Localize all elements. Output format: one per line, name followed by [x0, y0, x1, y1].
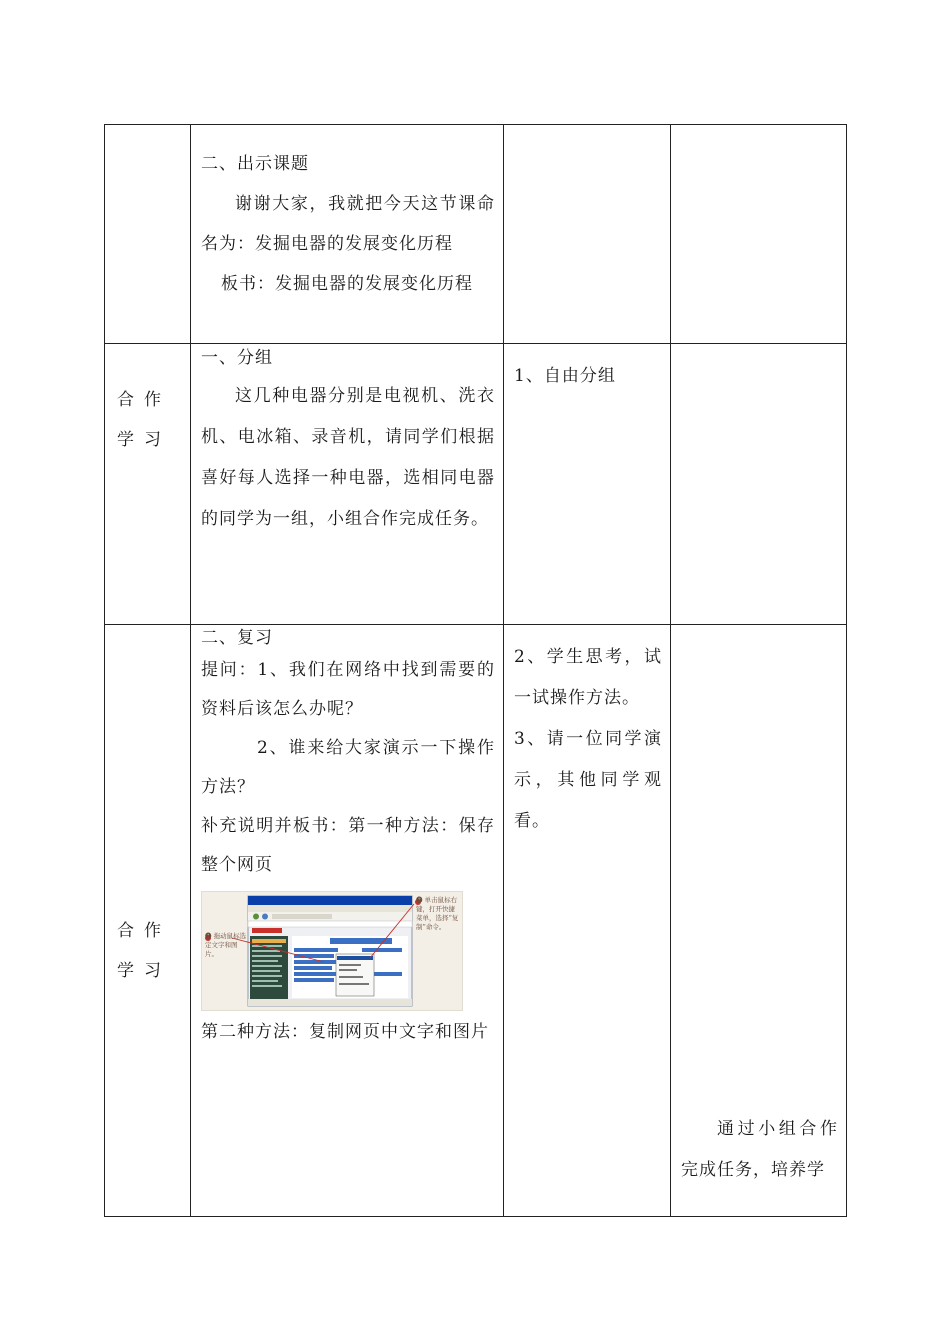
design-intent-cell: [671, 625, 847, 1217]
student-text: 1、自由分组: [514, 366, 616, 386]
method-two: 第二种方法：复制网页中文字和图片: [201, 1022, 489, 1042]
teacher-question-2: 2、谁来给大家演示一下操作方法？: [201, 738, 495, 797]
student-text: 2、学生思考，试一试操作方法。: [514, 647, 662, 708]
teacher-question-1: 提问：1、我们在网络中找到需要的资料后该怎么办呢？: [201, 660, 495, 719]
stage-label: 合作学习: [117, 390, 171, 450]
teacher-activity-cell: [191, 125, 504, 344]
stage-cell: [105, 625, 191, 1217]
student-activity-cell: [504, 344, 671, 625]
section-heading: 二、复习: [201, 628, 273, 648]
table-row: [105, 344, 847, 625]
teacher-activity-cell: [191, 625, 504, 1217]
teacher-text: 这几种电器分别是电视机、洗衣机、电冰箱、录音机，请同学们根据喜好每人选择一种电器，选相同电器的同学为一组，小组合作完成任务。: [201, 386, 495, 529]
table-row: [105, 625, 847, 1217]
board-writing: 板书：发掘电器的发展变化历程: [221, 274, 473, 294]
table-row: [105, 125, 847, 344]
section-heading: 二、出示课题: [201, 154, 309, 174]
image-caption-right: ❷ 单击鼠标右键，打开快捷菜单，选择“复制”命令。: [416, 896, 459, 931]
method-one: 补充说明并板书：第一种方法：保存整个网页: [201, 816, 495, 875]
intent-text: 通过小组合作完成任务，培养学: [681, 1119, 838, 1180]
stage-cell: [105, 125, 191, 344]
student-activity-cell: [504, 625, 671, 1217]
lesson-plan-table: [104, 124, 847, 1217]
image-caption-left: ❶ 拖动鼠标选定文字和图片。: [205, 932, 247, 958]
browser-screenshot-image: [201, 891, 463, 1011]
student-activity-cell: [504, 125, 671, 344]
stage-cell: [105, 344, 191, 625]
teacher-activity-cell: [191, 344, 504, 625]
stage-label: 合作学习: [117, 921, 171, 981]
student-text: 3、请一位同学演示，其他同学观看。: [514, 729, 662, 831]
design-intent-cell: [671, 344, 847, 625]
section-heading: 一、分组: [201, 348, 273, 368]
design-intent-cell: [671, 125, 847, 344]
teacher-text: 谢谢大家，我就把今天这节课命名为：发掘电器的发展变化历程: [201, 194, 495, 254]
